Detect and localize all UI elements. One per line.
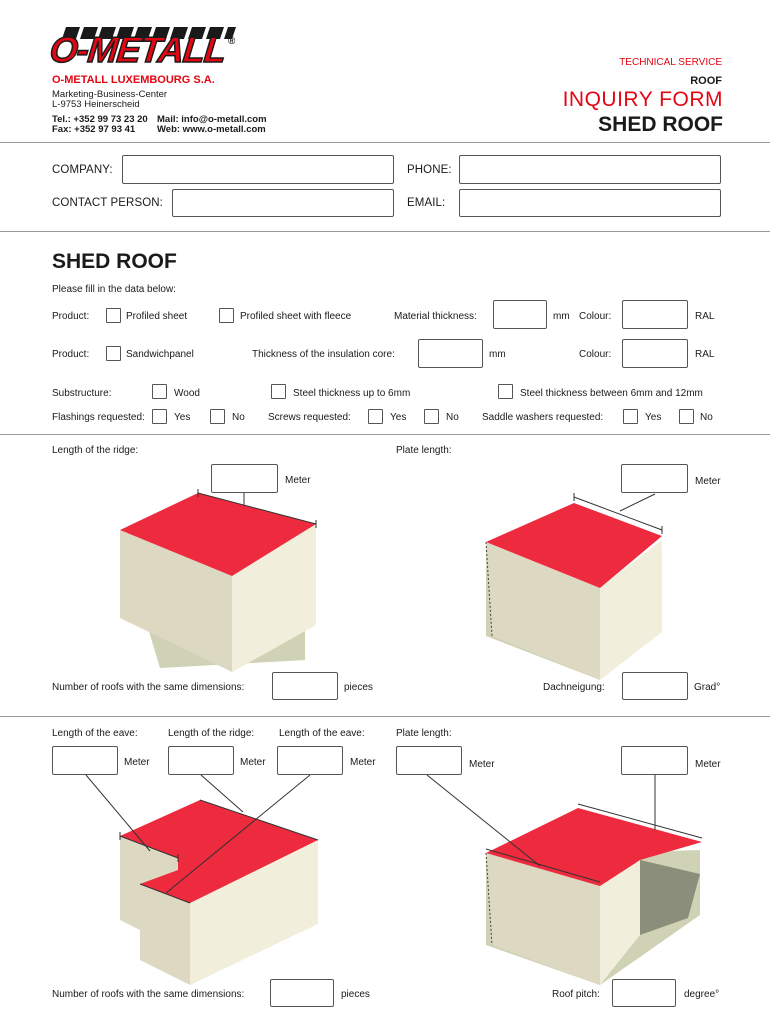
technical-service: TECHNICAL SERVICE <box>619 57 722 68</box>
tel: Tel.: +352 99 73 23 20 <box>52 114 148 125</box>
email-label: EMAIL: <box>407 197 446 209</box>
mm-unit: mm <box>489 349 506 360</box>
roof-heading: ROOF <box>690 75 722 87</box>
sandwichpanel-label: Sandwichpanel <box>126 349 194 360</box>
address-line2: L-9753 Heinerscheid <box>52 99 140 110</box>
roofs-count-field-2[interactable] <box>270 979 334 1007</box>
registered-mark: ® <box>228 36 236 47</box>
web: Web: www.o-metall.com <box>157 124 266 135</box>
phone-label: PHONE: <box>407 164 452 176</box>
eave-length-label-2: Length of the eave: <box>279 728 365 739</box>
meter-unit: Meter <box>469 759 495 770</box>
inquiry-form-heading: INQUIRY FORM <box>562 88 723 111</box>
profiled-sheet-label: Profiled sheet <box>126 311 188 322</box>
roof-pitch-unit: degree° <box>684 989 720 1000</box>
company-label: COMPANY: <box>52 164 113 176</box>
ral-unit: RAL <box>695 311 715 322</box>
saddle-no-label: No <box>700 412 713 423</box>
insulation-thickness-label: Thickness of the insulation core: <box>252 349 395 360</box>
meter-unit: Meter <box>695 476 721 487</box>
ridge-length-label: Length of the ridge: <box>52 445 139 456</box>
pitch-unit: Grad° <box>694 682 721 693</box>
colour-label: Colour: <box>579 311 612 322</box>
material-thickness-label: Material thickness: <box>394 311 477 322</box>
saddle-label: Saddle washers requested: <box>482 412 604 423</box>
flashings-yes-label: Yes <box>174 412 191 423</box>
ridge-length-label-2: Length of the ridge: <box>168 728 255 739</box>
steel-up-to-6-label: Steel thickness up to 6mm <box>293 388 411 399</box>
roof-pitch-label: Roof pitch: <box>552 989 600 1000</box>
substructure-label: Substructure: <box>52 388 112 399</box>
screws-no-label: No <box>446 412 459 423</box>
colour-label: Colour: <box>579 349 612 360</box>
roofs-count-label: Number of roofs with the same dimensions: <box>52 682 245 693</box>
roofs-count-label-2: Number of roofs with the same dimensions: <box>52 989 245 1000</box>
wood-label: Wood <box>174 388 200 399</box>
ral-unit: RAL <box>695 349 715 360</box>
shed-roof-heading: SHED ROOF <box>598 113 723 136</box>
meter-unit: Meter <box>285 475 311 486</box>
section-title: SHED ROOF <box>52 250 177 273</box>
saddle-yes-label: Yes <box>645 412 662 423</box>
screws-yes-label: Yes <box>390 412 407 423</box>
mm-unit: mm <box>553 311 570 322</box>
flashings-label: Flashings requested: <box>52 412 145 423</box>
pitch-label: Dachneigung: <box>543 682 605 693</box>
pieces-unit: pieces <box>341 989 370 1000</box>
eave-length-label-1: Length of the eave: <box>52 728 138 739</box>
meter-unit: Meter <box>695 759 721 770</box>
meter-unit: Meter <box>240 757 266 768</box>
screws-label: Screws requested: <box>268 412 351 423</box>
mail: Mail: info@o-metall.com <box>157 114 267 125</box>
contact-person-label: CONTACT PERSON: <box>52 197 163 209</box>
product-label: Product: <box>52 349 90 360</box>
fax: Fax: +352 97 93 41 <box>52 124 136 135</box>
plate-length-label-2: Plate length: <box>396 728 452 739</box>
logo-text: O-METALL <box>47 29 228 70</box>
steel-6-12-label: Steel thickness between 6mm and 12mm <box>520 388 703 399</box>
instructions: Please fill in the data below: <box>52 284 176 295</box>
meter-unit: Meter <box>350 757 376 768</box>
profiled-sheet-fleece-label: Profiled sheet with fleece <box>240 311 352 322</box>
company-name: O-METALL LUXEMBOURG S.A. <box>52 74 215 86</box>
flashings-no-label: No <box>232 412 245 423</box>
address-line1: Marketing-Business-Center <box>52 89 168 100</box>
meter-unit: Meter <box>124 757 150 768</box>
pieces-unit: pieces <box>344 682 373 693</box>
plate-length-label: Plate length: <box>396 445 452 456</box>
product-label: Product: <box>52 311 90 322</box>
roof-pitch-field[interactable] <box>612 979 676 1007</box>
